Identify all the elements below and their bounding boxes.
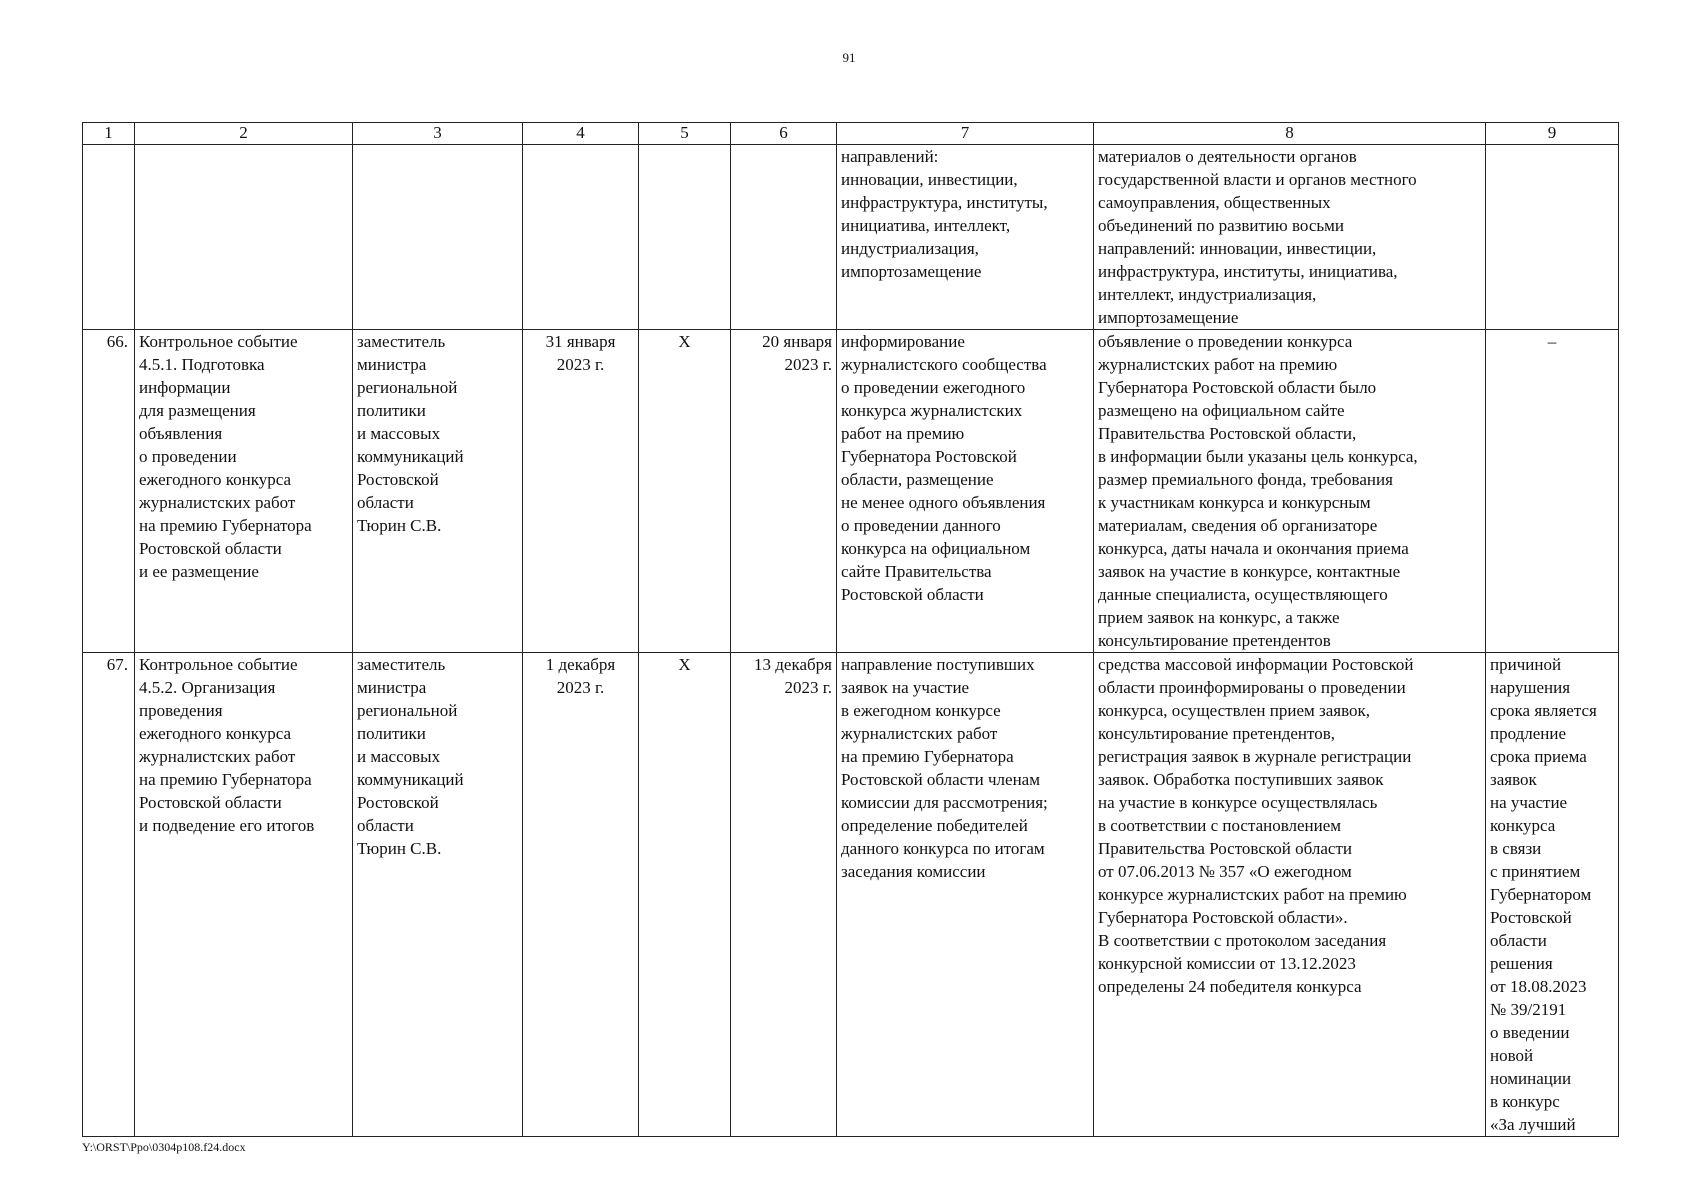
page-number: 91 (842, 50, 856, 65)
header-cell: 4 (523, 123, 639, 145)
header-cell: 9 (1486, 123, 1619, 145)
responsible-cell: заместитель министра региональной политики и массовых коммуникаций Ростовской области Тюрин С.В. (353, 330, 523, 653)
mark-cell (639, 145, 731, 330)
header-cell: 7 (837, 123, 1094, 145)
header-cell: 2 (135, 123, 353, 145)
reason-cell: причиной нарушения срока является продление срока приема заявок на участие конкурса в связи с принятием Губернатором Ростовской области решения от 18.08.2023 № 39/2191 о введении новой номинации в конкурс «За лучший (1486, 653, 1619, 1137)
header-cell: 8 (1094, 123, 1486, 145)
table-row-continuation (83, 145, 1619, 330)
event-name-cell: Контрольное событие 4.5.1. Подготовка информации для размещения объявления о проведении ежегодного конкурса журналистских работ на премию Губернатора Ростовской области и ее размещение (135, 330, 353, 653)
reason-cell: – (1486, 330, 1619, 653)
table-row-67 (83, 653, 1619, 1137)
planned-result-cell: информирование журналистского сообщества о проведении ежегодного конкурса журналистских работ на премию Губернатора Ростовской области, размещение не менее одного объявления о проведении данного конкурса на официальном сайте Правительства Ростовской области (837, 330, 1094, 653)
planned-result-cell: направлений: инновации, инвестиции, инфраструктура, институты, инициатива, интеллект, индустриализация, импортозамещение (837, 145, 1094, 330)
header-row (83, 123, 1619, 145)
reason-cell (1486, 145, 1619, 330)
row-number-cell: 66. (83, 330, 135, 653)
row-number-cell: 67. (83, 653, 135, 1137)
actual-date-cell: 20 января 2023 г. (731, 330, 837, 653)
planned-date-cell: 31 января 2023 г. (523, 330, 639, 653)
header-cell: 5 (639, 123, 731, 145)
planned-date-cell: 1 декабря 2023 г. (523, 653, 639, 1137)
responsible-cell (353, 145, 523, 330)
table-row-66 (83, 330, 1619, 653)
mark-cell: Х (639, 330, 731, 653)
planned-result-cell: направление поступивших заявок на участие в ежегодном конкурсе журналистских работ на премию Губернатора Ростовской области членам комиссии для рассмотрения; определение победителей данного конкурса по итогам заседания комиссии (837, 653, 1094, 1137)
header-cell: 1 (83, 123, 135, 145)
actual-result-cell: объявление о проведении конкурса журналистских работ на премию Губернатора Ростовской области было размещено на официальном сайте Правительства Ростовской области, в информации были указаны цель конкурса, размер премиального фонда, требования к участникам конкурса и конкурсным материалам, сведения об организаторе конкурса, даты начала и окончания приема заявок на участие в конкурсе, контактные данные специалиста, осуществляющего прием заявок на конкурс, а также консультирование претендентов (1094, 330, 1486, 653)
planned-date-cell (523, 145, 639, 330)
actual-date-cell (731, 145, 837, 330)
event-name-cell: Контрольное событие 4.5.2. Организация проведения ежегодного конкурса журналистских работ на премию Губернатора Ростовской области и подведение его итогов (135, 653, 353, 1137)
report-table (82, 122, 1619, 1137)
responsible-cell: заместитель министра региональной политики и массовых коммуникаций Ростовской области Тюрин С.В. (353, 653, 523, 1137)
actual-result-cell: материалов о деятельности органов государственной власти и органов местного самоуправления, общественных объединений по развитию восьми направлений: инновации, инвестиции, инфраструктура, институты, инициатива, интеллект, индустриализация, импортозамещение (1094, 145, 1486, 330)
header-cell: 3 (353, 123, 523, 145)
file-path-footer: Y:\ORST\Ppo\0304p108.f24.docx (82, 1140, 246, 1154)
actual-date-cell: 13 декабря 2023 г. (731, 653, 837, 1137)
actual-result-cell: средства массовой информации Ростовской области проинформированы о проведении конкурса, осуществлен прием заявок, консультирование претендентов, регистрация заявок в журнале регистрации заявок. Обработка поступивших заявок на участие в конкурсе осуществлялась в соответствии с постановлением Правительства Ростовской области от 07.06.2013 № 357 «О ежегодном конкурсе журналистских работ на премию Губернатора Ростовской области». В соответствии с протоколом заседания конкурсной комиссии от 13.12.2023 определены 24 победителя конкурса (1094, 653, 1486, 1137)
header-cell: 6 (731, 123, 837, 145)
row-number-cell (83, 145, 135, 330)
event-name-cell (135, 145, 353, 330)
mark-cell: Х (639, 653, 731, 1137)
